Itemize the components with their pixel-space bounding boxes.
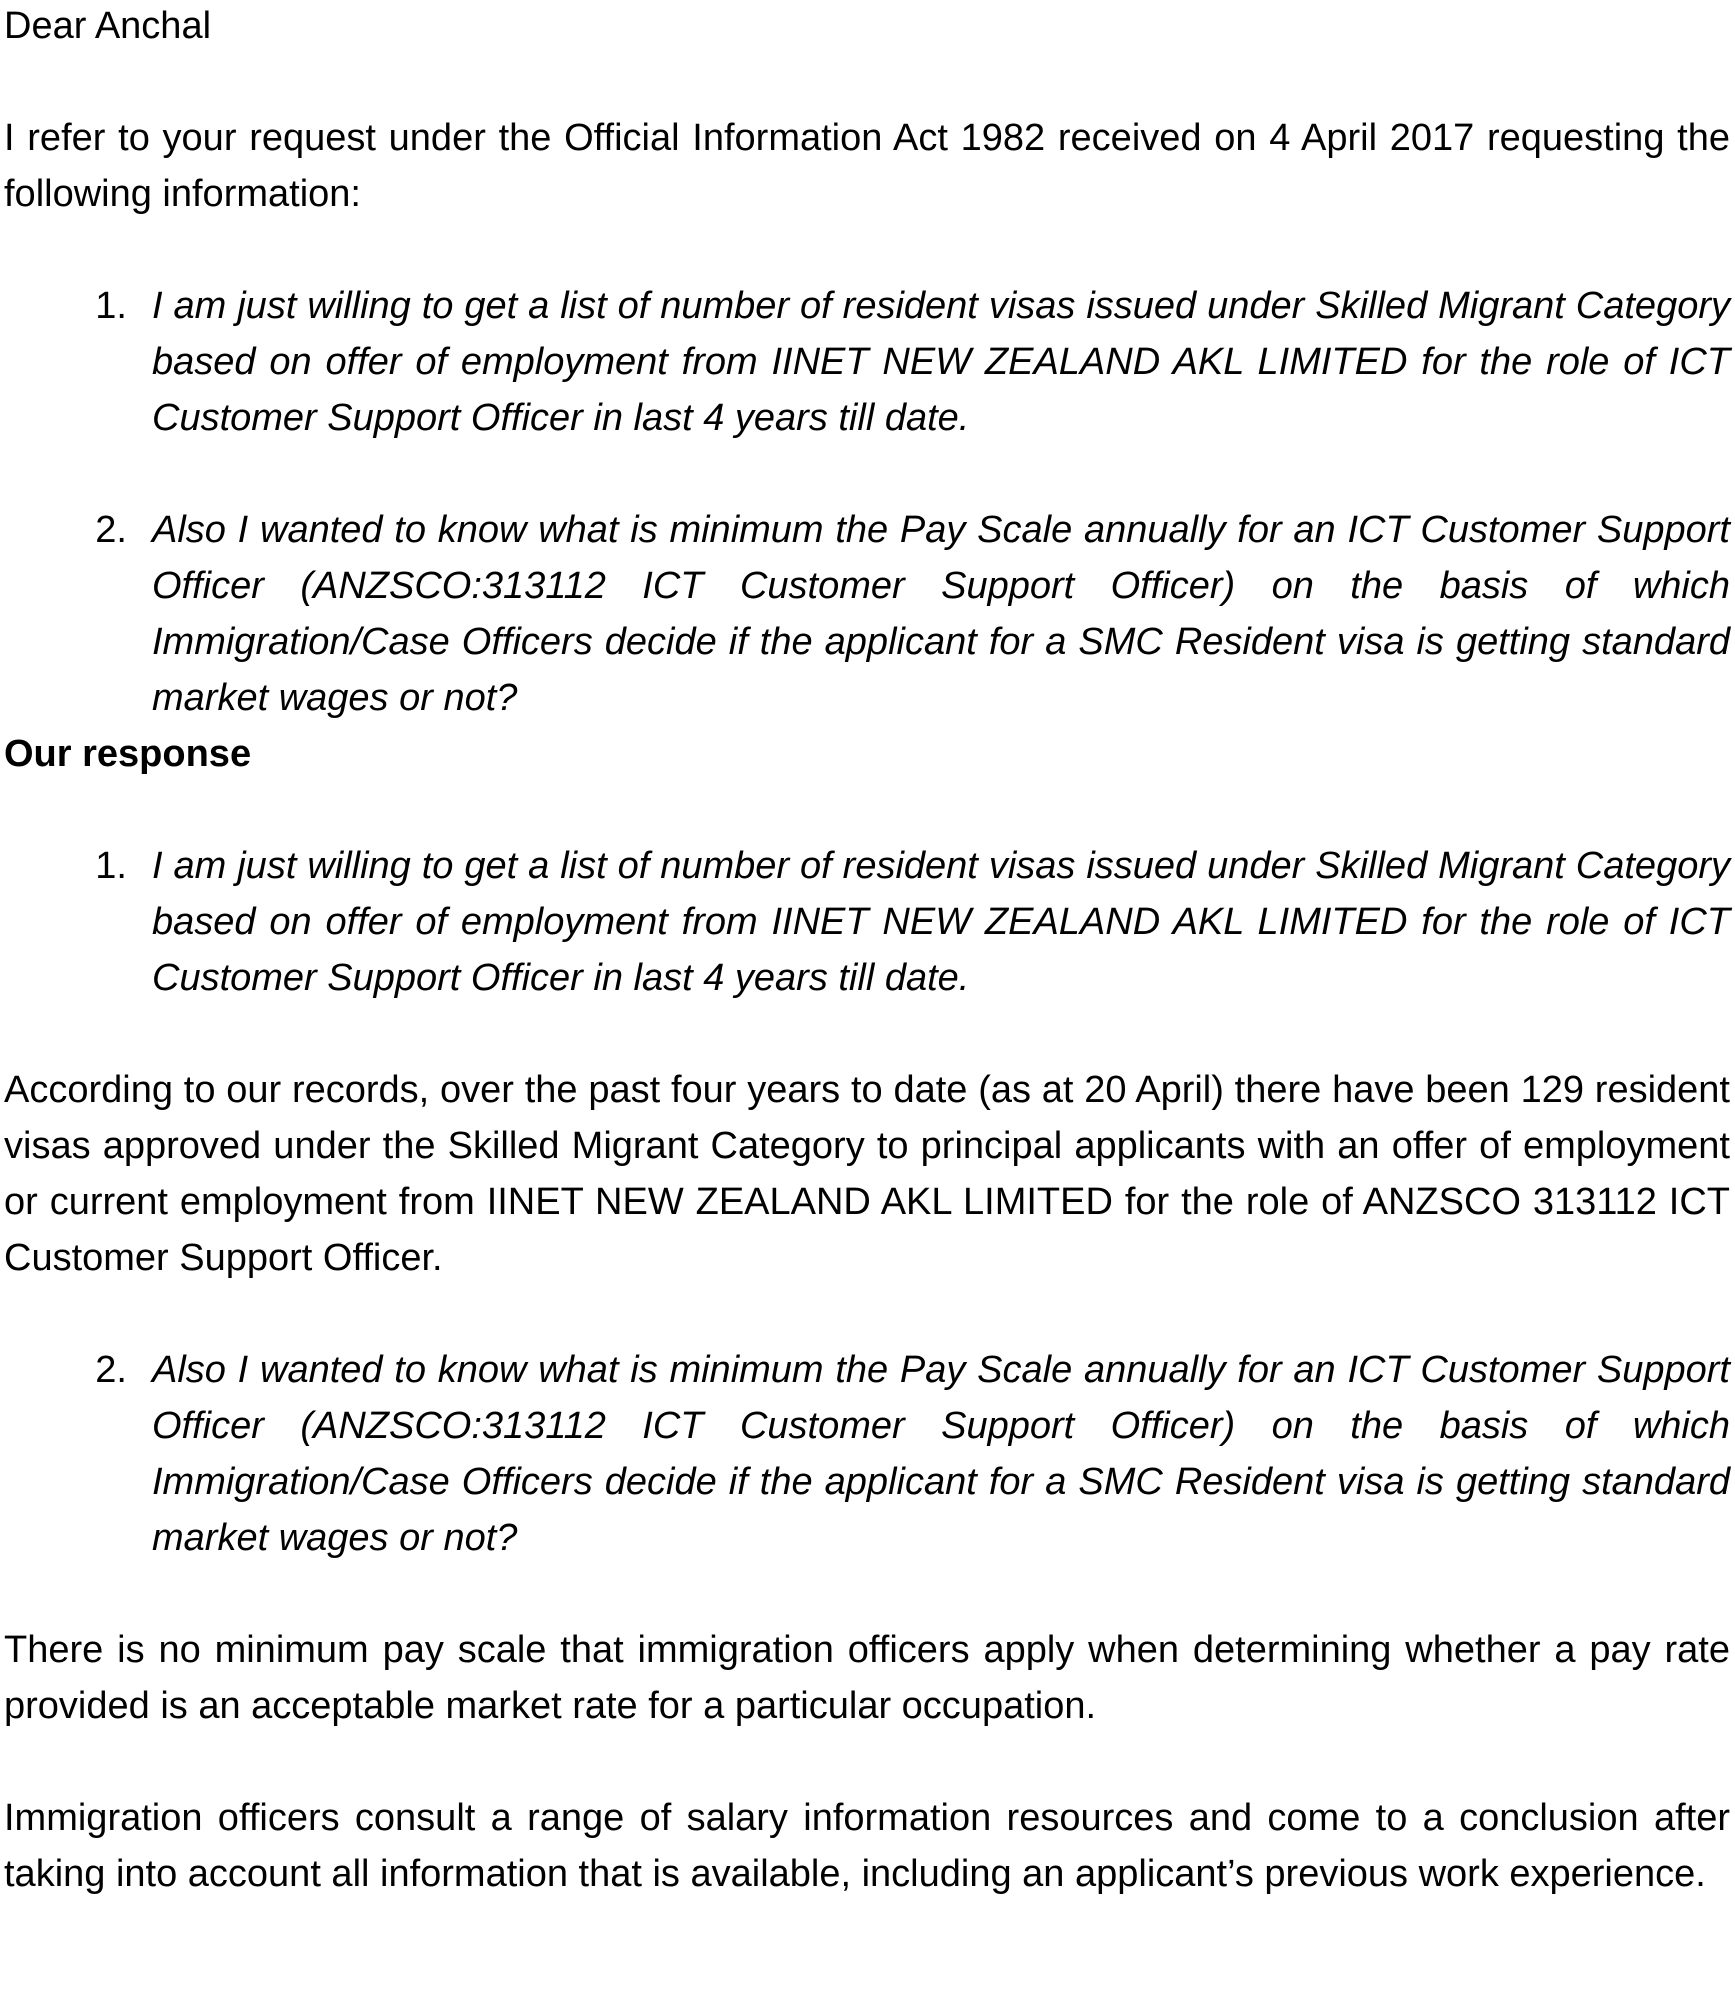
request-text-1: I am just willing to get a list of number of resident visas issued under Skilled Migrant Category based on offer of employment from IINET NEW ZEALAND AKL LIMITED for the role of ICT Customer Support Officer in last 4 years till date. <box>152 285 1730 439</box>
request-text-2: Also I wanted to know what is minimum the Pay Scale annually for an ICT Customer Support Officer (ANZSCO:313112 ICT Customer Support Officer) on the basis of which Immigration/Case Officers decide if the applicant for a SMC Resident visa is getting standard market wages or not? <box>152 509 1730 719</box>
response-heading: Our response <box>4 733 252 775</box>
response-question-2 <box>4 1342 1730 1566</box>
greeting: Dear Anchal <box>4 5 212 47</box>
response-question-text-1: I am just willing to get a list of number of resident visas issued under Skilled Migrant Category based on offer of employment from IINET NEW ZEALAND AKL LIMITED for the role of ICT Customer Support Officer in last 4 years till date. <box>152 845 1730 999</box>
response-number-2: 2. <box>95 1349 127 1391</box>
response-answer-2a: There is no minimum pay scale that immigration officers apply when determining whether a pay rate provided is an acceptable market rate for a particular occupation. <box>4 1629 1730 1727</box>
intro-paragraph: I refer to your request under the Official Information Act 1982 received on 4 April 2017 requesting the following information: <box>4 117 1730 215</box>
request-list <box>4 278 1730 726</box>
response-answer-2b: Immigration officers consult a range of salary information resources and come to a conclusion after taking into account all information that is available, including an applicant’s previous work experience. <box>4 1797 1730 1895</box>
response-answer-1: According to our records, over the past four years to date (as at 20 April) there have been 129 resident visas approved under the Skilled Migrant Category to principal applicants with an offer of employment or current employment from IINET NEW ZEALAND AKL LIMITED for the role of ANZSCO 313112 ICT Customer Support Officer. <box>4 1069 1730 1279</box>
request-item-2 <box>4 502 1730 726</box>
response-question-1 <box>4 838 1730 1006</box>
response-number-1: 1. <box>95 845 127 887</box>
request-number-2: 2. <box>95 509 127 551</box>
request-number-1: 1. <box>95 285 127 327</box>
letter-page <box>4 0 1730 1902</box>
request-item-1 <box>4 278 1730 446</box>
response-question-text-2: Also I wanted to know what is minimum the Pay Scale annually for an ICT Customer Support Officer (ANZSCO:313112 ICT Customer Support Officer) on the basis of which Immigration/Case Officers decide if the applicant for a SMC Resident visa is getting standard market wages or not? <box>152 1349 1730 1559</box>
